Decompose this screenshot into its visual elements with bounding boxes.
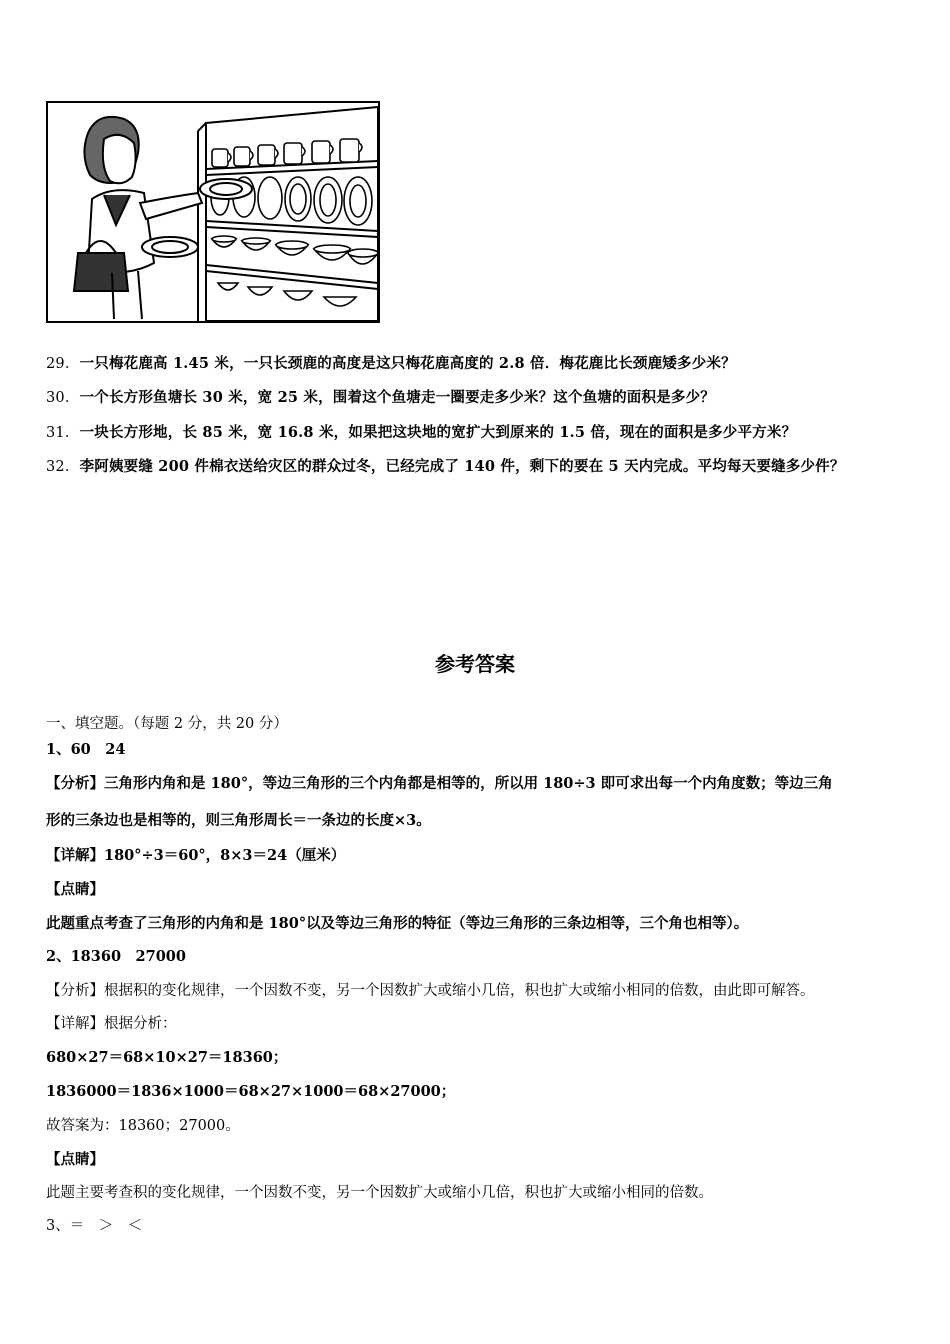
answer-line: 【分析】三角形内角和是 180°，等边三角形的三个内角都是相等的，所以用 180÷3 即可求出每一个内角度数；等边三角 [46, 775, 833, 792]
answer-line: 2、18360 27000 [46, 948, 186, 965]
answer-line: 1836000＝1836×1000＝68×27×1000＝68×27000； [46, 1083, 456, 1100]
question-number: 32． [46, 459, 80, 475]
section-heading: 一、填空题。（每题 2 分，共 20 分） [46, 716, 288, 732]
answer-line: 故答案为：18360；27000。 [46, 1118, 240, 1134]
question-text: 一块长方形地，长 85 米，宽 16.8 米，如果把这块地的宽扩大到原来的 1.5 倍，现在的面积是多少平方米？ [79, 424, 797, 441]
question-number: 31． [46, 425, 80, 441]
answer-line: 此题主要考查积的变化规律，一个因数不变，另一个因数扩大或缩小几倍，积也扩大或缩小相同的倍数。 [46, 1185, 713, 1201]
answer-line: 【详解】180°÷3＝60°，8×3＝24（厘米） [46, 847, 346, 864]
question-number: 30． [46, 390, 80, 406]
question-text: 一只梅花鹿高 1.45 米，一只长颈鹿的高度是这只梅花鹿高度的 2.8 倍．梅花鹿比长颈鹿矮多少米？ [79, 355, 736, 372]
question-30 [46, 386, 715, 407]
answer-line: 3、＝ ＞ ＜ [46, 1218, 143, 1234]
question-31 [46, 421, 796, 442]
answer-line: 680×27＝68×10×27＝18360； [46, 1049, 288, 1066]
answer-line: 【详解】根据分析： [46, 1016, 177, 1032]
answer-line: 【分析】根据积的变化规律，一个因数不变，另一个因数扩大或缩小几倍，积也扩大或缩小相同的倍数，由此即可解答。 [46, 983, 815, 999]
question-29 [46, 352, 736, 373]
answer-line: 形的三条边也是相等的，则三角形周长＝一条边的长度×3。 [46, 812, 431, 829]
question-number: 29． [46, 356, 80, 372]
question-text: 李阿姨要缝 200 件棉衣送给灾区的群众过冬，已经完成了 140 件，剩下的要在 5 天内完成。平均每天要缝多少件？ [79, 458, 845, 475]
question-32 [46, 455, 845, 476]
answer-line: 【点睛】 [46, 881, 104, 898]
question-text: 一个长方形鱼塘长 30 米，宽 25 米，围着这个鱼塘走一圈要走多少米？这个鱼塘的面积是多少？ [79, 389, 716, 406]
answer-line: 【点睛】 [46, 1151, 104, 1168]
answer-line: 1、60 24 [46, 741, 126, 758]
answer-line: 此题重点考查了三角形的内角和是 180°以及等边三角形的特征（等边三角形的三条边相等，三个角也相等）。 [46, 915, 749, 932]
woman-with-plates-icon [48, 103, 378, 321]
illustration-frame [46, 101, 380, 323]
answers-title: 参考答案 [435, 652, 515, 676]
